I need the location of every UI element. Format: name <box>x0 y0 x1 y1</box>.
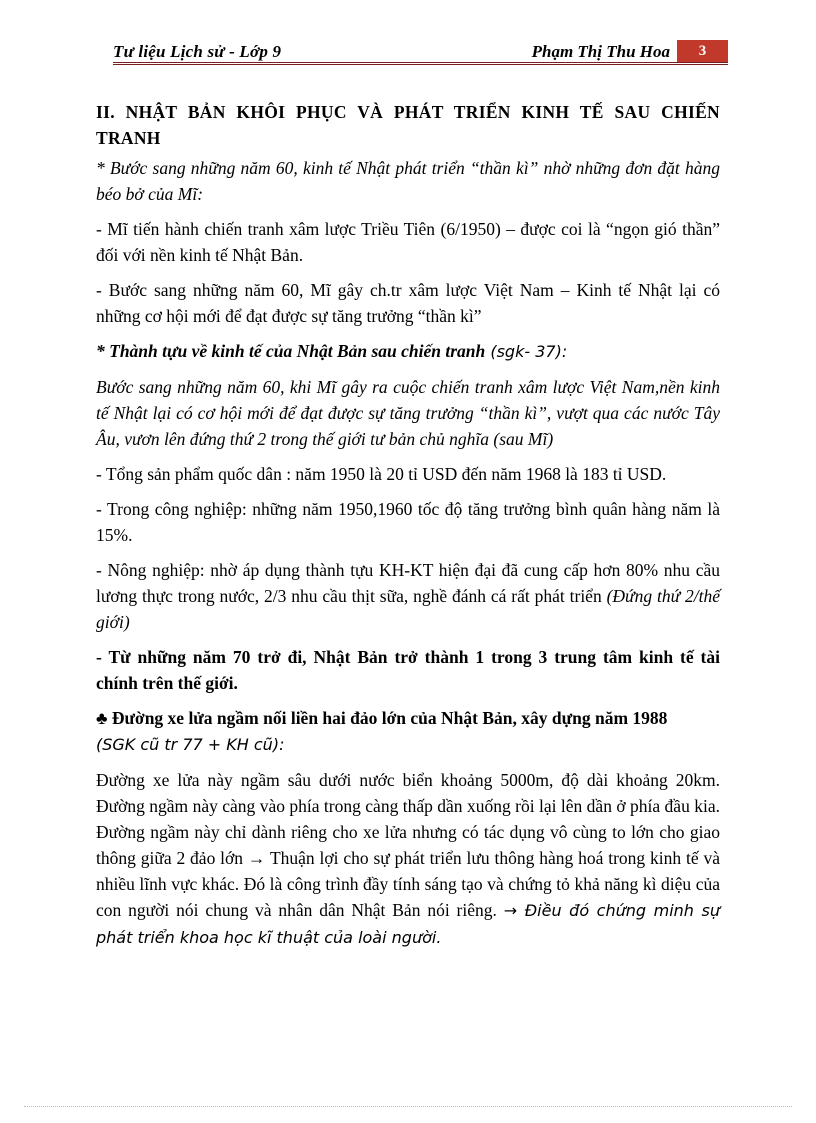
achievements-heading-text: * Thành tựu về kinh tế của Nhật Bản sau chiến tranh <box>96 341 486 361</box>
tunnel-conclusion: → Điều đó chứng minh sự phát triển khoa học kĩ thuật của loài người. <box>96 901 721 947</box>
agriculture-text: - Nông nghiệp: nhờ áp dụng thành tựu KH-KT hiện đại đã cung cấp hơn 80% nhu cầu lương thực trong nước, 2/3 nhu cầu thịt sữa, nghề đánh cá rất phát triển <box>96 560 720 606</box>
achievements-source: (sgk- 37): <box>485 342 568 361</box>
agriculture-note: (Đứng thứ 2/thế giới) <box>96 586 720 632</box>
tunnel-heading-text: ♣ Đường xe lửa ngầm nối liền hai đảo lớn của Nhật Bản, xây dựng năm 1988 <box>96 708 668 728</box>
achievements-heading <box>96 338 720 365</box>
agriculture-paragraph <box>96 557 720 635</box>
gnp-paragraph: - Tổng sản phẩm quốc dân : năm 1950 là 20 tỉ USD đến năm 1968 là 183 tỉ USD. <box>96 464 667 484</box>
bullet-korean-war: - Mĩ tiến hành chiến tranh xâm lược Triều Tiên (6/1950) – được coi là “ngọn gió thần” đối với nền kinh tế Nhật Bản. <box>96 219 720 265</box>
tunnel-heading <box>96 705 720 758</box>
section-title: II. NHẬT BẢN KHÔI PHỤC VÀ PHÁT TRIỂN KINH TẾ SAU CHIẾN TRANH <box>96 102 720 148</box>
summary-paragraph: Bước sang những năm 60, khi Mĩ gây ra cuộc chiến tranh xâm lược Việt Nam,nền kinh tế Nhật lại có cơ hội mới để đạt được sự tăng trưởng “thần kì”, vượt qua các nước Tây Âu, vươn lên đứng thứ 2 trong thế giới tư bản chủ nghĩa (sau Mĩ) <box>96 377 720 449</box>
intro-paragraph: * Bước sang những năm 60, kinh tế Nhật phát triển “thần kì” nhờ những đơn đặt hàng béo bở của Mĩ: <box>96 158 720 204</box>
tunnel-source: (SGK cũ tr 77 + KH cũ): <box>96 735 285 754</box>
page-header <box>113 40 728 65</box>
economic-center-paragraph: - Từ những năm 70 trở đi, Nhật Bản trở thành 1 trong 3 trung tâm kinh tế tài chính trên thế giới. <box>96 647 720 693</box>
page-number-badge: 3 <box>677 40 728 62</box>
header-author: Phạm Thị Thu Hoa <box>531 42 670 61</box>
industry-paragraph: - Trong công nghiệp: những năm 1950,1960 tốc độ tăng trưởng bình quân hàng năm là 15%. <box>96 499 720 545</box>
header-left-title: Tư liệu Lịch sử - Lớp 9 <box>113 42 282 61</box>
tunnel-body <box>96 767 720 951</box>
footer-divider <box>24 1106 792 1107</box>
tunnel-body-text: Đường xe lửa này ngầm sâu dưới nước biển khoảng 5000m, độ dài khoảng 20km. Đường ngầm này càng vào phía trong càng thấp dần xuống rồi lại lên dần ở phía đầu kia. Đường ngầm này chỉ dành riêng cho xe lửa nhưng có tác dụng vô cùng to lớn cho giao thông giữa 2 đảo lớn → Thuận lợi cho sự phát triển lưu thông hàng hoá trong kinh tế và nhiều lĩnh vực khác. Đó là công trình đầy tính sáng tạo và chứng tỏ khả năng kì diệu của con người nói chung và nhân dân Nhật Bản nói riêng. <box>96 770 720 920</box>
bullet-vietnam-war: - Bước sang những năm 60, Mĩ gây ch.tr xâm lược Việt Nam – Kinh tế Nhật lại có những cơ hội mới để đạt được sự tăng trưởng “thần kì” <box>96 280 720 326</box>
document-body <box>96 99 720 960</box>
